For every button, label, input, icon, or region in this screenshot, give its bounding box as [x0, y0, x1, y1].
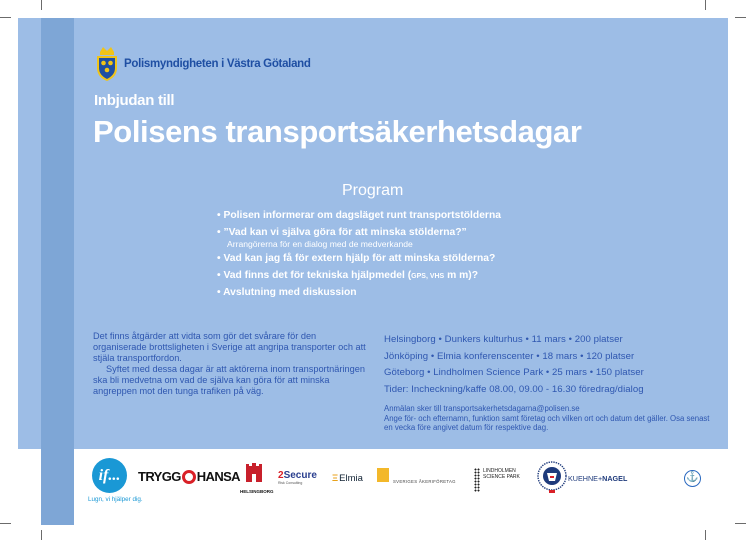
intro-paragraph: Det finns åtgärder att vidta som gör det svårare för den organiserade brottsligheten i Sverige att angripa transporter och att stjäla transportfordon. — [93, 331, 366, 363]
program-item: • ”Vad kan vi själva göra för att minska stölderna?” Arrangörerna för en dialog med de medverkande — [217, 226, 637, 249]
event-line: Jönköping • Elmia konferenscenter • 18 mars • 120 platser — [384, 350, 635, 362]
crop-mark — [0, 17, 11, 18]
police-logo — [92, 46, 311, 82]
sponsor-logos — [88, 456, 728, 506]
event-list — [384, 332, 724, 398]
crop-mark — [41, 0, 42, 10]
page-title: Polisens transportsäkerhetsdagar — [93, 114, 582, 149]
trygg-hansa-logo: TRYGG HANSA — [138, 469, 240, 484]
org-name: Polismyndigheten i Västra Götaland — [124, 58, 311, 70]
event-line: Göteborg • Lindholmen Science Park • 25 mars • 150 platser — [384, 367, 644, 378]
anchor-icon: ⚓ — [684, 470, 701, 487]
flag-icon — [377, 468, 389, 482]
crop-mark — [735, 523, 746, 524]
registration-details: Ange för- och efternamn, funktion samt företag och vilken ort och datum det gäller. Osa senast en vecka före angivet datum för respektive dag. — [384, 413, 710, 432]
program-item: • Avslutning med diskussion — [217, 287, 357, 298]
program-item-sub: Arrangörerna för en dialog med de medverkande — [227, 238, 413, 249]
if-logo: if... — [92, 458, 127, 493]
elmia-logo: Ξ Elmia — [332, 473, 363, 484]
2secure-logo: 2Secure Risk Consulting — [278, 470, 317, 485]
lindholmen-logo: LINDHOLMEN SCIENCE PARK — [474, 468, 520, 492]
crown-shield-icon — [92, 46, 122, 82]
crop-mark — [705, 530, 706, 540]
akeriforetag-logo: SVERIGES ÅKERIFÖRETAG — [377, 465, 456, 484]
invite-text: Inbjudan till — [94, 92, 175, 109]
castle-icon — [244, 460, 264, 484]
program-heading: Program — [342, 182, 404, 199]
crop-mark — [735, 17, 746, 18]
intro-paragraph: Syftet med dessa dagar är att aktörerna inom transportnäringen ska bli medvetna om vad de själva kan göra för att minska angreppen mot den tunga trafiken på väg. — [93, 364, 365, 396]
crop-mark — [41, 530, 42, 540]
lifebuoy-icon — [182, 470, 196, 484]
kuehne-nagel-logo: KUEHNE+NAGEL — [568, 474, 628, 483]
crop-mark — [0, 523, 11, 524]
registration-notice — [384, 404, 714, 433]
crop-mark — [705, 0, 706, 10]
if-tagline: Lugn, vi hjälper dig. — [88, 496, 143, 503]
dot-grid-icon — [474, 468, 480, 492]
registration-email: Anmälan sker till transportsakerhetsdagarna@polisen.se — [384, 404, 580, 413]
program-item: • Polisen informerar om dagsläget runt transportstölderna — [217, 210, 501, 221]
event-times: Tider: Incheckning/kaffe 08.00, 09.00 - 16.30 föredrag/dialog — [384, 383, 644, 395]
program-list — [217, 209, 637, 303]
helsingborg-logo: HELSINGBORG — [240, 460, 268, 494]
intro-text — [93, 331, 368, 397]
elmia-mark-icon: Ξ — [332, 473, 339, 484]
chalmers-seal-icon — [536, 459, 568, 495]
program-item: • Vad kan jag få för extern hjälp för att minska stölderna? — [217, 253, 496, 264]
event-line: Helsingborg • Dunkers kulturhus • 11 mars • 200 platser — [384, 334, 623, 345]
program-item: • Vad finns det för tekniska hjälpmedel (GPS, VHS m m)? — [217, 269, 478, 281]
side-stripe — [41, 18, 74, 525]
